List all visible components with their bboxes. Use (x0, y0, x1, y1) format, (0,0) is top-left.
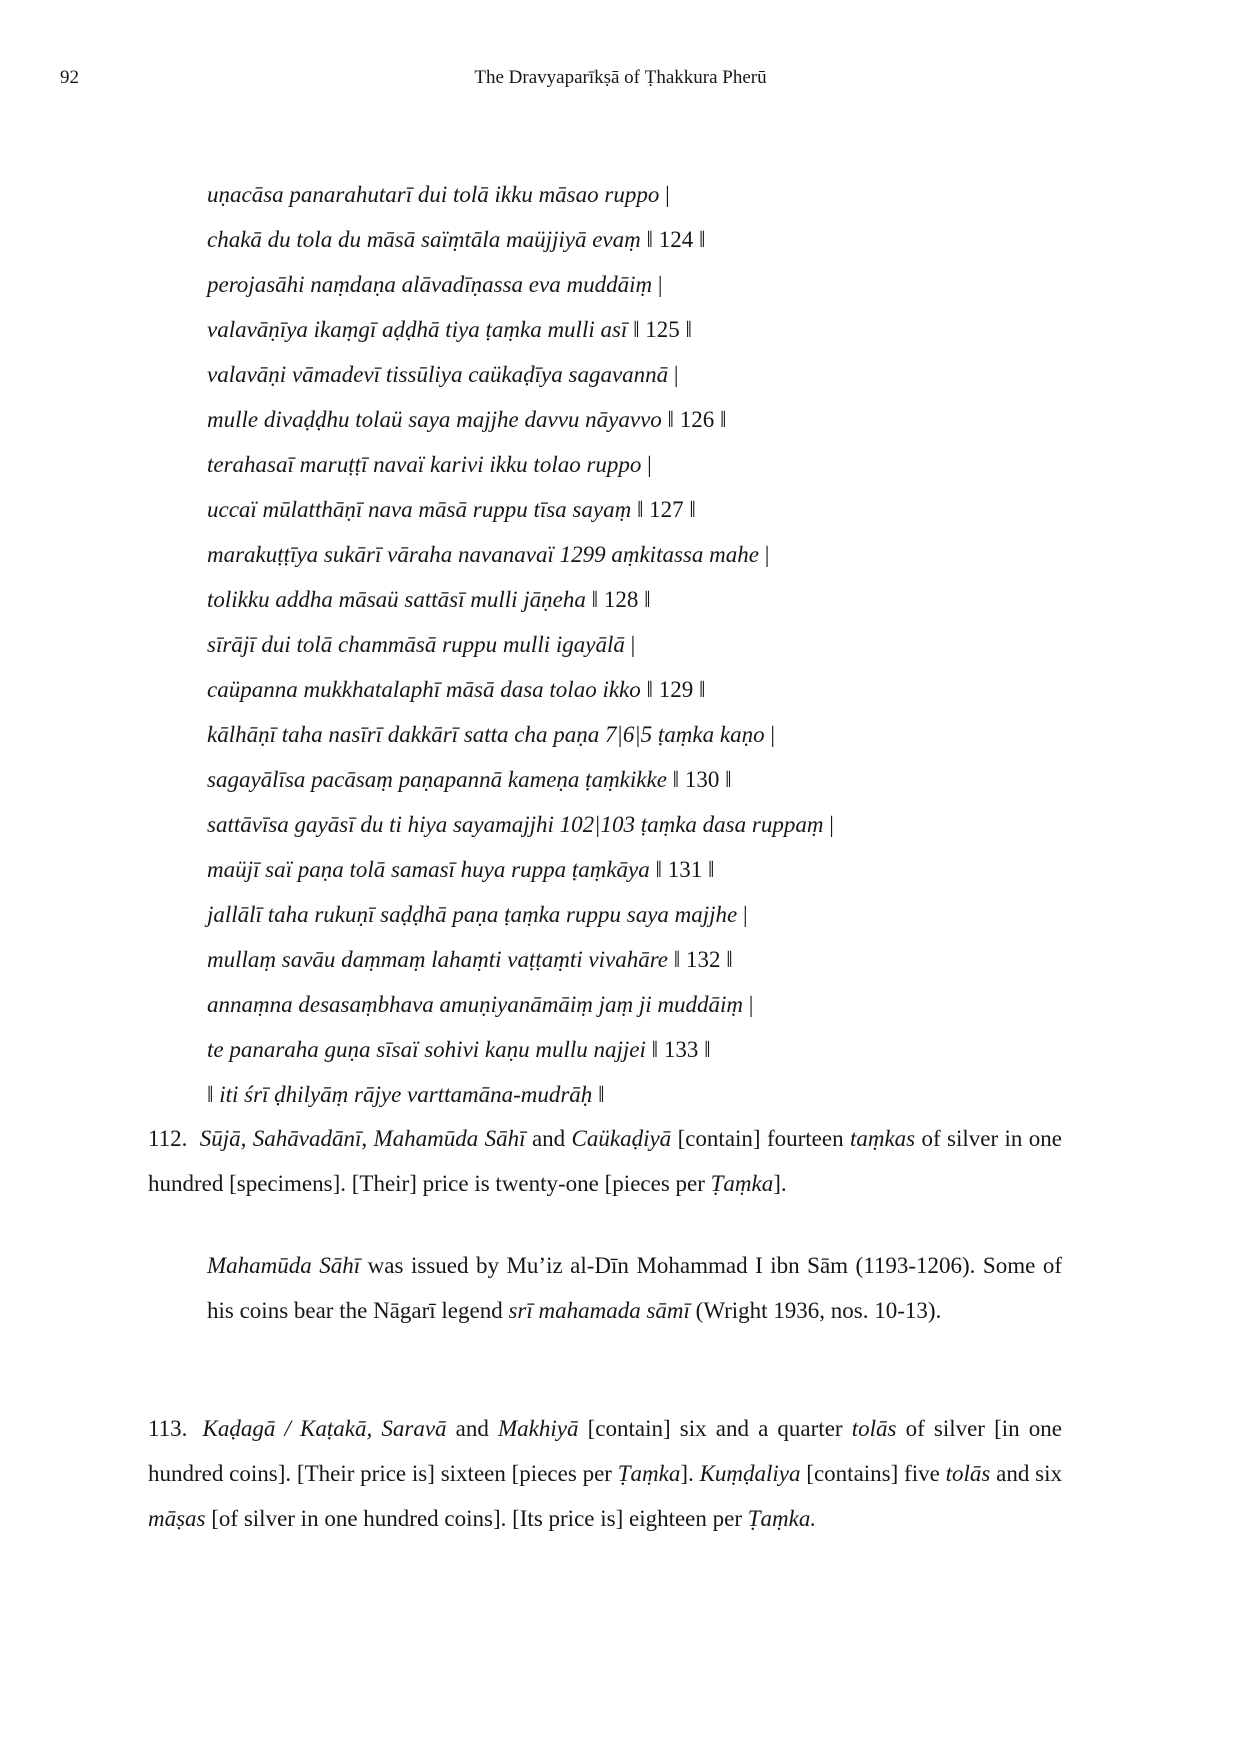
verse-text: perojasāhi naṃdaṇa alāvadīṇassa eva muddāiṃ (207, 272, 653, 297)
verse-line (207, 532, 834, 577)
verse-line (207, 487, 834, 532)
italic-term: māṣas (148, 1506, 206, 1531)
verse-mark: | (668, 362, 679, 387)
text-run: of silver [in one hundred coins]. [Their price is] sixteen [pieces per (148, 1416, 1062, 1486)
verse-line (207, 622, 834, 667)
verse-mark: ‖ 130 ‖ (666, 767, 732, 792)
text-run: [contain] six and a quarter (578, 1416, 852, 1441)
italic-term: Caükaḍiyā (571, 1126, 672, 1151)
verse-text: valavāṇīya ikaṃgī aḍḍhā tiya ṭaṃka mulli asī (207, 317, 628, 342)
text-run: and (446, 1416, 499, 1441)
verse-line (207, 847, 834, 892)
page-number: 92 (60, 67, 79, 88)
verse-mark: | (743, 992, 754, 1017)
running-head: The Dravyaparīkṣā of Ṭhakkura Pherū (474, 67, 767, 88)
verse-mark: ‖ (592, 1082, 605, 1107)
italic-term: Sūjā, Sahāvadānī, Mahamūda Sāhī (199, 1126, 526, 1151)
text-run: (Wright 1936, nos. 10-13). (689, 1298, 942, 1323)
text-run: ]. (773, 1171, 787, 1196)
verse-line (207, 1027, 834, 1072)
verse-text: iti śrī ḍhilyāṃ rājye varttamāna-mudrāḥ (219, 1082, 593, 1107)
verse-text: sattāvīsa gayāsī du ti hiya sayamajjhi 102|103 ṭaṃka dasa ruppaṃ (207, 812, 824, 837)
paragraph-number: 112. (148, 1126, 188, 1151)
italic-term: Ṭaṃka (617, 1461, 681, 1486)
verse-mark: | (823, 812, 834, 837)
verse-mark: | (641, 452, 652, 477)
verse-text: te panaraha guṇa sīsaï sohivi kaṇu mullu najjei (207, 1037, 646, 1062)
paragraph-number: 113. (148, 1416, 188, 1441)
verse-mark: ‖ 131 ‖ (649, 857, 715, 882)
verse-text: annaṃna desasaṃbhava amuṇiyanāmāiṃ jaṃ ji muddāiṃ (207, 992, 743, 1017)
italic-term: srī mahamada sāmī (508, 1298, 690, 1323)
verse-line (207, 802, 834, 847)
italic-term: Ṭaṃka. (747, 1506, 817, 1531)
verse-text: caüpanna mukkhatalaphī māsā dasa tolao ikko (207, 677, 641, 702)
commentary-note-112 (207, 1243, 1062, 1333)
italic-term: Ṭaṃka (710, 1171, 774, 1196)
verse-mark: | (764, 722, 775, 747)
verse-mark: | (737, 902, 748, 927)
text-run: of silver in one hundred [specimens]. [Their] price is twenty-one [pieces per (148, 1126, 1062, 1196)
verse-line (207, 667, 834, 712)
text-run: was issued by Mu’iz al-Dīn Mohammad I ibn Sām (1193-1206). Some of his coins bear the Nāgarī legend (207, 1253, 1062, 1323)
verse-line (207, 892, 834, 937)
verse-mark: ‖ 133 ‖ (645, 1037, 711, 1062)
verse-mark: ‖ 125 ‖ (627, 317, 692, 342)
verse-line (207, 217, 834, 262)
text-run: and (525, 1126, 572, 1151)
italic-term: taṃkas (849, 1126, 916, 1151)
verse-line (207, 577, 834, 622)
text-run: [contains] five (800, 1461, 946, 1486)
verse-mark: ‖ 124 ‖ (640, 227, 706, 252)
text-run: ]. (680, 1461, 700, 1486)
colophon-line (207, 1072, 834, 1117)
verse-text: uccaï mūlatthāṇī nava māsā ruppu tīsa sayaṃ (207, 497, 632, 522)
verse-text: jallālī taha rukuṇī saḍḍhā paṇa ṭaṃka ruppu saya majjhe (207, 902, 738, 927)
italic-term: Kuṃḍaliya (699, 1461, 801, 1486)
verse-line (207, 757, 834, 802)
text-run: [contain] fourteen (671, 1126, 850, 1151)
italic-term: tolās (851, 1416, 897, 1441)
italic-term: Kaḍagā / Kaṭakā, Saravā (202, 1416, 447, 1441)
verse-mark: ‖ 132 ‖ (668, 947, 733, 972)
verse-mark: | (652, 272, 663, 297)
verse-line (207, 172, 834, 217)
verse-text: marakuṭṭīya sukārī vāraha navanavaï 1299 aṃkitassa mahe (207, 542, 759, 567)
verse-text: chakā du tola du māsā saïṃtāla maüjjiyā evaṃ (207, 227, 641, 252)
text-run: [of silver in one hundred coins]. [Its price is] eighteen per (205, 1506, 748, 1531)
verse-text: mulle divaḍḍhu tolaü saya majjhe davvu nāyavvo (207, 407, 662, 432)
verse-mark: ‖ (207, 1082, 220, 1107)
verse-text: valavāṇi vāmadevī tissūliya caükaḍīya sagavannā (207, 362, 669, 387)
verse-mark: ‖ 127 ‖ (631, 497, 696, 522)
verse-mark: | (659, 182, 670, 207)
verse-mark: ‖ 128 ‖ (585, 587, 651, 612)
verse-line (207, 307, 834, 352)
verse-text: kālhāṇī taha nasīrī dakkārī satta cha paṇa 7|6|5 ṭaṃka kaṇo (207, 722, 765, 747)
verse-text: tolikku addha māsaü sattāsī mulli jāṇeha (207, 587, 586, 612)
verse-text: uṇacāsa panarahutarī dui tolā ikku māsao ruppo (207, 182, 660, 207)
verse-text: maüjī saï paṇa tolā samasī huya ruppa ṭaṃkāya (207, 857, 650, 882)
italic-term: tolās (945, 1461, 991, 1486)
verse-text: sagayālīsa pacāsaṃ paṇapannā kameṇa ṭaṃkikke (207, 767, 667, 792)
verse-mark: | (624, 632, 636, 657)
text-run: and six (990, 1461, 1062, 1486)
verse-mark: | (758, 542, 770, 567)
verse-line (207, 397, 834, 442)
verse-line (207, 937, 834, 982)
verse-line (207, 982, 834, 1027)
verse-line (207, 712, 834, 757)
verse-line (207, 262, 834, 307)
verse-mark: ‖ 126 ‖ (661, 407, 727, 432)
verse-text: terahasaī maruṭṭī navaï karivi ikku tolao ruppo (207, 452, 642, 477)
verse-mark: ‖ 129 ‖ (640, 677, 706, 702)
paragraph-112 (148, 1116, 1062, 1206)
italic-term: Makhiyā (498, 1416, 579, 1441)
paragraph-113 (148, 1406, 1062, 1541)
italic-term: Mahamūda Sāhī (207, 1253, 361, 1278)
verse-line (207, 442, 834, 487)
verse-text: sīrājī dui tolā chammāsā ruppu mulli igayālā (207, 632, 625, 657)
verse-block (207, 172, 834, 1117)
verse-text: mullaṃ savāu daṃmaṃ lahaṃti vaṭṭaṃti vivahāre (207, 947, 669, 972)
verse-line (207, 352, 834, 397)
